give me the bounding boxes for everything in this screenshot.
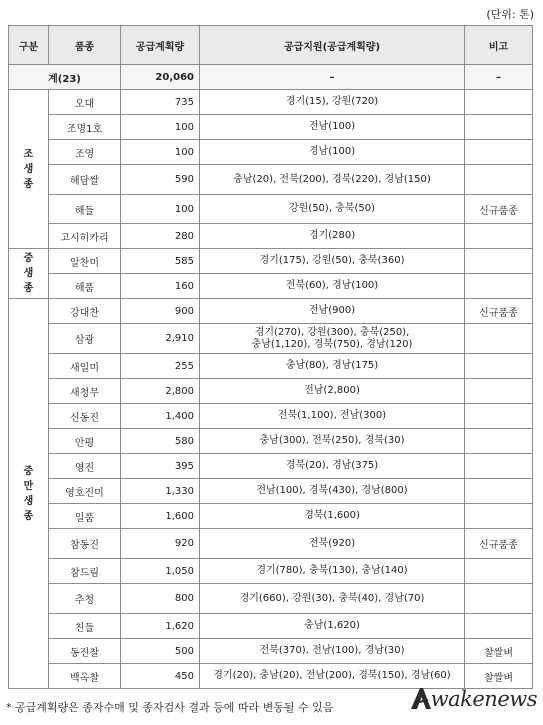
plan-cell: 800 (121, 584, 200, 614)
note-cell (465, 504, 533, 529)
table-row (9, 479, 533, 504)
note-cell: 신규품종 (465, 529, 533, 559)
note-cell (465, 429, 533, 454)
region-cell: 충남(1,620) (200, 614, 465, 639)
table-row (9, 90, 533, 115)
region-cell: 경기(15), 강원(720) (200, 90, 465, 115)
note-cell (465, 559, 533, 584)
group-label-text: 중생종 (23, 253, 34, 294)
table-row (9, 115, 533, 140)
watermark-logo (409, 686, 537, 711)
supply-plan-table (8, 25, 533, 689)
region-cell: 경기(270), 강원(300), 충북(250), 충남(1,120), 경북(750), 경남(120) (200, 324, 465, 354)
note-cell: 신규품종 (465, 195, 533, 224)
col-header-variety: 품종 (49, 26, 121, 65)
plan-cell: 590 (121, 165, 200, 195)
note-cell: 찰쌀벼 (465, 664, 533, 689)
region-cell: 전남(900) (200, 299, 465, 324)
table-row (9, 639, 533, 664)
table-row (9, 324, 533, 354)
plan-cell: 100 (121, 140, 200, 165)
table-row (9, 454, 533, 479)
note-cell (465, 115, 533, 140)
note-cell (465, 354, 533, 379)
region-cell: 경기(660), 강원(30), 충북(40), 경남(70) (200, 584, 465, 614)
plan-cell: 255 (121, 354, 200, 379)
table-row (9, 404, 533, 429)
region-cell: 경북(1,600) (200, 504, 465, 529)
table-row (9, 529, 533, 559)
variety-cell: 친들 (49, 614, 121, 639)
plan-cell: 2,910 (121, 324, 200, 354)
table-row (9, 165, 533, 195)
footnote: * 공급계획량은 종자수매 및 종자검사 결과 등에 따라 변동될 수 있음 (6, 701, 334, 714)
note-cell (465, 584, 533, 614)
note-cell (465, 614, 533, 639)
plan-cell: 280 (121, 224, 200, 249)
watermark-text: wakenews (430, 687, 537, 711)
region-cell: 전북(60), 경남(100) (200, 274, 465, 299)
note-cell (465, 404, 533, 429)
variety-cell: 추청 (49, 584, 121, 614)
col-header-category: 구분 (9, 26, 49, 65)
plan-cell: 1,050 (121, 559, 200, 584)
total-label: 계(23) (9, 65, 121, 90)
variety-cell: 해들 (49, 195, 121, 224)
table-row (9, 140, 533, 165)
plan-cell: 100 (121, 195, 200, 224)
variety-cell: 영진 (49, 454, 121, 479)
variety-cell: 오대 (49, 90, 121, 115)
variety-cell: 조명1호 (49, 115, 121, 140)
note-cell (465, 379, 533, 404)
variety-cell: 조영 (49, 140, 121, 165)
plan-cell: 580 (121, 429, 200, 454)
region-cell: 경기(780), 충북(130), 충남(140) (200, 559, 465, 584)
table-row (9, 354, 533, 379)
plan-cell: 1,400 (121, 404, 200, 429)
plan-cell: 160 (121, 274, 200, 299)
plan-cell: 1,330 (121, 479, 200, 504)
table-row (9, 429, 533, 454)
note-cell (465, 140, 533, 165)
table-row (9, 584, 533, 614)
col-header-note: 비고 (465, 26, 533, 65)
note-cell (465, 454, 533, 479)
table-row (9, 299, 533, 324)
table-row (9, 379, 533, 404)
group-label-text: 조생종 (23, 148, 34, 190)
plan-cell: 100 (121, 115, 200, 140)
a-logo-icon (409, 686, 433, 710)
region-cell: 전북(370), 전남(100), 경남(30) (200, 639, 465, 664)
variety-cell: 일품 (49, 504, 121, 529)
region-cell: 경기(175), 강원(50), 충북(360) (200, 249, 465, 274)
note-cell (465, 274, 533, 299)
variety-cell: 안평 (49, 429, 121, 454)
variety-cell: 새청무 (49, 379, 121, 404)
plan-cell: 450 (121, 664, 200, 689)
variety-cell: 강대찬 (49, 299, 121, 324)
region-cell: 전북(1,100), 전남(300) (200, 404, 465, 429)
note-cell (465, 90, 533, 115)
variety-cell: 동진찰 (49, 639, 121, 664)
col-header-region: 공급지원(공급계획량) (200, 26, 465, 65)
variety-cell: 해품 (49, 274, 121, 299)
group-label (9, 90, 49, 249)
region-cell: 전북(920) (200, 529, 465, 559)
plan-cell: 900 (121, 299, 200, 324)
table-row (9, 614, 533, 639)
region-cell: 경남(100) (200, 140, 465, 165)
region-cell: 전남(100), 경북(430), 경남(800) (200, 479, 465, 504)
variety-cell: 참동진 (49, 529, 121, 559)
total-row (9, 65, 533, 90)
plan-cell: 2,800 (121, 379, 200, 404)
unit-label: (단위: 톤) (486, 8, 534, 21)
group-label-text: 중만생종 (23, 465, 34, 522)
variety-cell: 신동진 (49, 404, 121, 429)
plan-cell: 395 (121, 454, 200, 479)
variety-cell: 고시히카리 (49, 224, 121, 249)
group-label (9, 249, 49, 299)
variety-cell: 영호진미 (49, 479, 121, 504)
table-row (9, 274, 533, 299)
region-cell: 강원(50), 충북(50) (200, 195, 465, 224)
plan-cell: 500 (121, 639, 200, 664)
note-cell (465, 165, 533, 195)
table-row (9, 224, 533, 249)
plan-cell: 585 (121, 249, 200, 274)
table-row (9, 504, 533, 529)
plan-cell: 735 (121, 90, 200, 115)
region-cell: 전남(2,800) (200, 379, 465, 404)
total-note: – (465, 65, 533, 90)
variety-cell: 새일미 (49, 354, 121, 379)
variety-cell: 백옥찰 (49, 664, 121, 689)
group-label (9, 299, 49, 689)
note-cell (465, 224, 533, 249)
region-cell: 경기(280) (200, 224, 465, 249)
table-row (9, 195, 533, 224)
total-plan: 20,060 (121, 65, 200, 90)
region-cell: 충남(80), 경남(175) (200, 354, 465, 379)
region-cell: 충남(300), 전북(250), 경북(30) (200, 429, 465, 454)
variety-cell: 알찬미 (49, 249, 121, 274)
table-row (9, 559, 533, 584)
variety-cell: 참드림 (49, 559, 121, 584)
header-row (9, 26, 533, 65)
note-cell (465, 324, 533, 354)
plan-cell: 1,600 (121, 504, 200, 529)
col-header-plan: 공급계획량 (121, 26, 200, 65)
region-cell: 경기(20), 충남(20), 전남(200), 경북(150), 경남(60) (200, 664, 465, 689)
table-row (9, 249, 533, 274)
note-cell: 신규품종 (465, 299, 533, 324)
total-region: – (200, 65, 465, 90)
variety-cell: 삼광 (49, 324, 121, 354)
note-cell: 찰쌀벼 (465, 639, 533, 664)
region-cell: 전남(100) (200, 115, 465, 140)
note-cell (465, 479, 533, 504)
variety-cell: 해담쌀 (49, 165, 121, 195)
table-row (9, 664, 533, 689)
plan-cell: 920 (121, 529, 200, 559)
region-cell: 경북(20), 경남(375) (200, 454, 465, 479)
note-cell (465, 249, 533, 274)
region-cell: 충남(20), 전북(200), 경북(220), 경남(150) (200, 165, 465, 195)
plan-cell: 1,620 (121, 614, 200, 639)
